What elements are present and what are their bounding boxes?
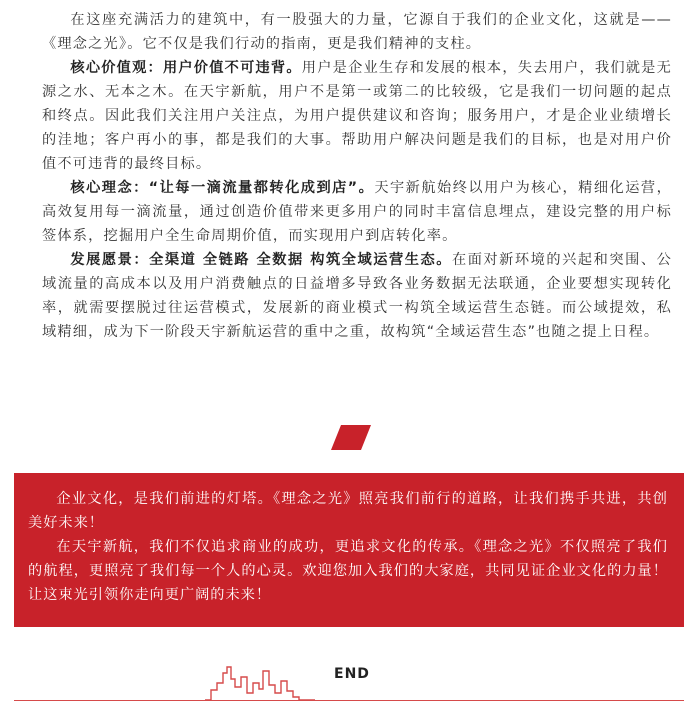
city-skyline-icon: [205, 663, 315, 703]
core-values-paragraph: [42, 56, 672, 176]
footer-divider-line: [14, 700, 684, 701]
article-body: [42, 8, 672, 344]
vision-heading: 发展愿景：全渠道 全链路 全数据 构筑全域运营生态。: [70, 252, 452, 268]
core-concept-heading: 核心理念：“让每一滴流量都转化成到店”。: [70, 180, 375, 196]
core-concept-paragraph: [42, 176, 672, 248]
end-label: END: [334, 666, 370, 682]
core-values-heading: 核心价值观：用户价值不可违背。: [70, 60, 302, 76]
core-concept-text: 天宇新航始终以用户为核心，精细化运营，高效复用每一滴流量，通过创造价值带来更多用户的同时丰富信息埋点，建设完整的用户标签体系，挖掘用户全生命周期价值，而实现用户到店转化率。: [42, 180, 672, 244]
closing-paragraph-2: 在天宇新航，我们不仅追求商业的成功，更追求文化的传承。《理念之光》不仅照亮了我们的航程，更照亮了我们每一个人的心灵。欢迎您加入我们的大家庭，共同见证企业文化的力量！让这束光引领你走向更广阔的未来！: [28, 539, 668, 603]
red-parallelogram-divider: [331, 425, 371, 450]
core-values-text: 用户是企业生存和发展的根本，失去用户，我们就是无源之水、无本之木。在天宇新航，用户不是第一或第二的比较级，它是我们一切问题的起点和终点。因此我们关注用户关注点，为用户提供建议和咨询；服务用户，才是企业业绩增长的洼地；客户再小的事，都是我们的大事。帮助用户解决问题是我们的目标，也是对用户价值不可违背的最终目标。: [42, 60, 672, 172]
vision-paragraph: [42, 248, 672, 344]
closing-banner: [14, 473, 684, 627]
intro-paragraph: 在这座充满活力的建筑中，有一股强大的力量，它源自于我们的企业文化，这就是——《理念之光》。它不仅是我们行动的指南，更是我们精神的支柱。: [42, 12, 672, 52]
closing-paragraph-1: 企业文化，是我们前进的灯塔。《理念之光》照亮我们前行的道路，让我们携手共进，共创美好未来！: [28, 491, 668, 531]
vision-text: 在面对新环境的兴起和突围、公域流量的高成本以及用户消费触点的日益增多导致各业务数据无法联通，企业要想实现转化率，就需要摆脱过往运营模式，发展新的商业模式一构筑全域运营生态链。而公域提效，私域精细，成为下一阶段天宇新航运营的重中之重，故构筑“全域运营生态”也随之提上日程。: [42, 252, 672, 340]
